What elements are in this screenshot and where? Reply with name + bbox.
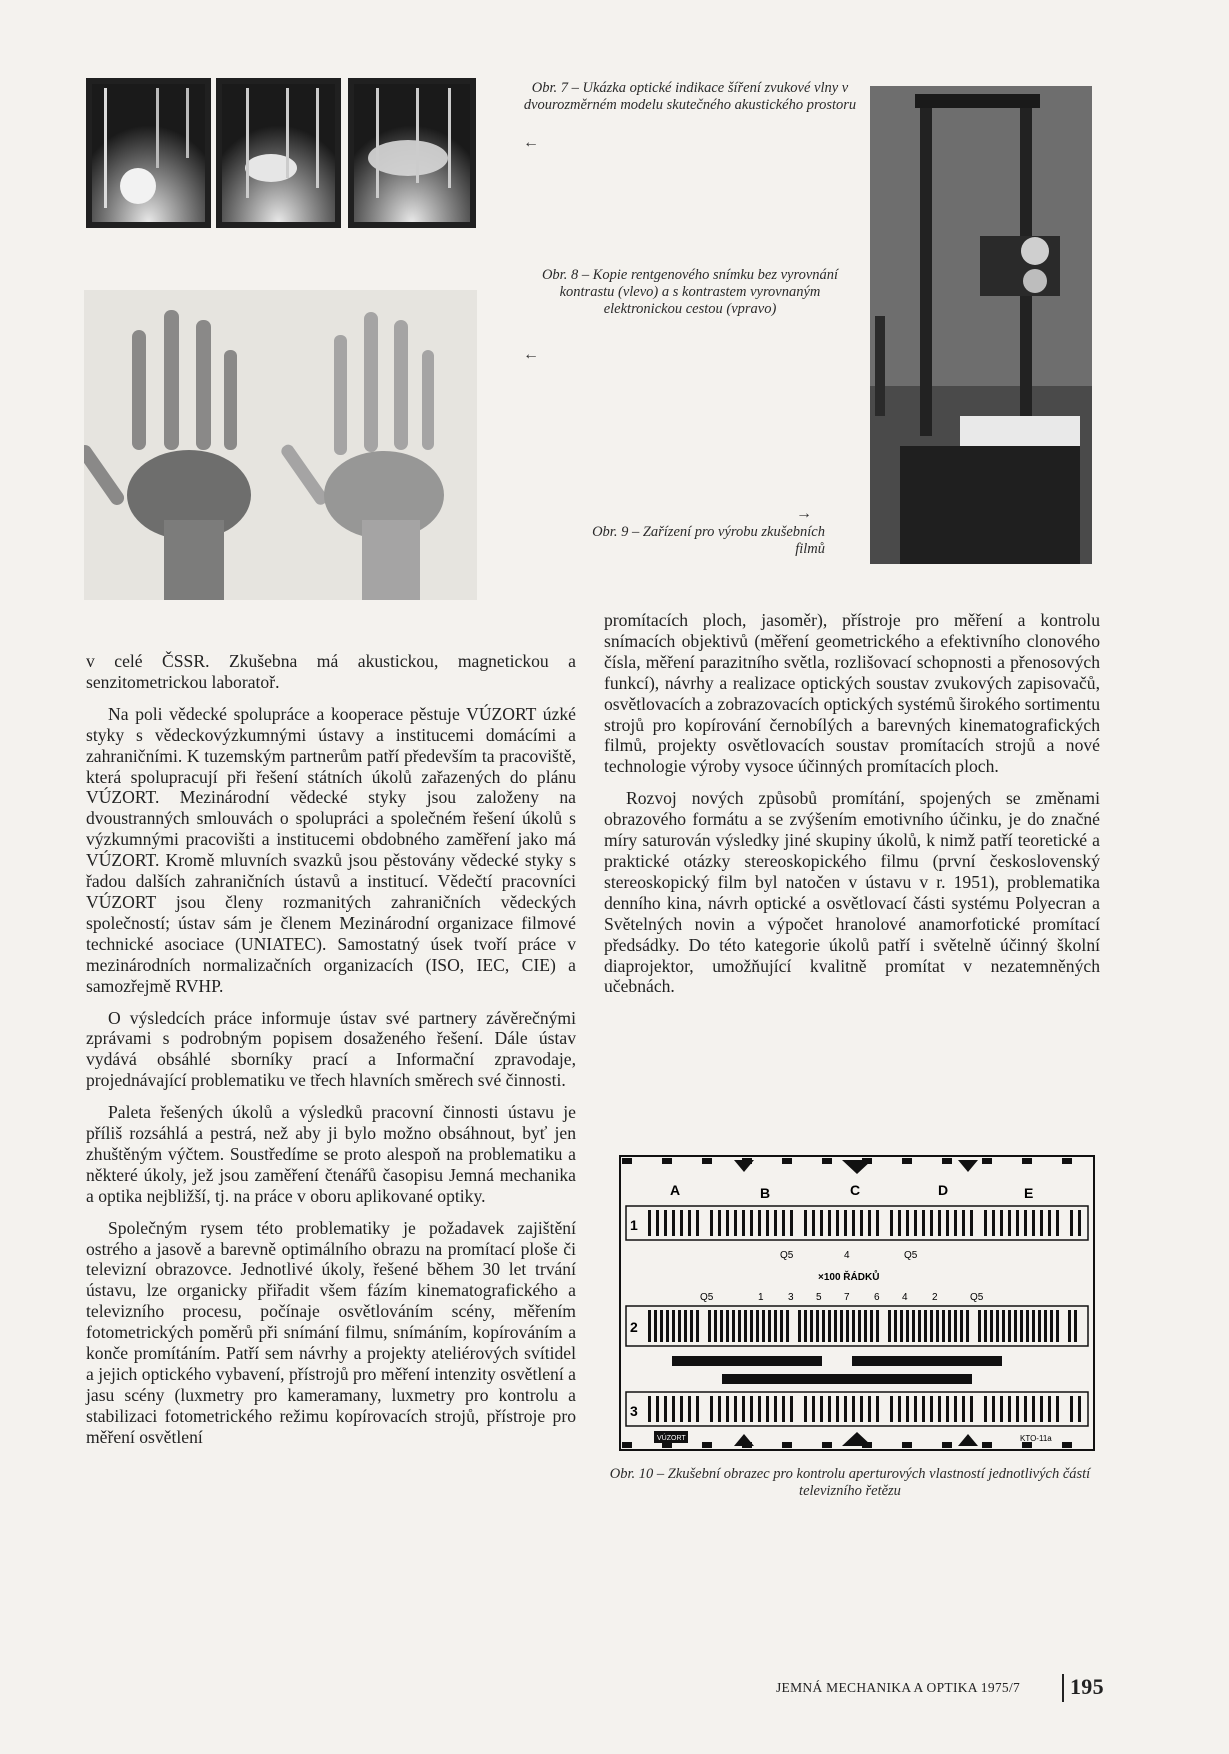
pattern-row-label-2: 2 — [630, 1319, 638, 1335]
pattern-bar — [812, 1210, 815, 1236]
pattern-bar — [898, 1396, 901, 1422]
pattern-bar — [834, 1310, 837, 1342]
footer-separator — [1062, 1674, 1064, 1702]
pattern-scale-mid-9: Q5 — [970, 1292, 984, 1303]
footer-journal: JEMNÁ MECHANIKA A OPTIKA 1975/7 — [776, 1680, 1021, 1695]
pattern-col-label-e: E — [1024, 1185, 1034, 1201]
pattern-bar — [992, 1396, 995, 1422]
pattern-bar — [744, 1310, 747, 1342]
checker-top-cell — [662, 1158, 672, 1164]
pattern-bar — [1078, 1210, 1081, 1236]
pattern-row-label-3: 3 — [630, 1403, 638, 1419]
pattern-bar — [750, 1396, 753, 1422]
pattern-bar — [726, 1396, 729, 1422]
pattern-bar — [812, 1396, 815, 1422]
pattern-bar — [690, 1310, 693, 1342]
pattern-bar — [1040, 1396, 1043, 1422]
pattern-bar — [696, 1396, 699, 1422]
pattern-bar — [954, 1310, 957, 1342]
pattern-bar — [852, 1210, 855, 1236]
pattern-bar — [984, 1396, 987, 1422]
pattern-bar — [1024, 1210, 1027, 1236]
pattern-scale-mid-5: 7 — [844, 1292, 850, 1303]
pattern-bar — [858, 1310, 861, 1342]
pattern-bar — [798, 1310, 801, 1342]
pattern-bar — [1008, 1310, 1011, 1342]
pattern-bar — [996, 1310, 999, 1342]
pattern-bar — [966, 1310, 969, 1342]
pattern-bar — [1038, 1310, 1041, 1342]
figure-8 — [84, 290, 477, 600]
pattern-bar — [946, 1396, 949, 1422]
pattern-bar — [688, 1396, 691, 1422]
pattern-row-label-1: 1 — [630, 1217, 638, 1233]
pattern-bar — [922, 1396, 925, 1422]
checker-bottom-cell — [982, 1442, 992, 1448]
figure-7-photo-strip — [86, 78, 476, 228]
pattern-bar — [852, 1396, 855, 1422]
pattern-bar — [726, 1210, 729, 1236]
pattern-bar — [876, 1210, 879, 1236]
pattern-bar — [860, 1210, 863, 1236]
pattern-bar — [1032, 1210, 1035, 1236]
pattern-bar — [936, 1310, 939, 1342]
pattern-bar — [790, 1396, 793, 1422]
pattern-bar — [758, 1396, 761, 1422]
pattern-bar — [718, 1396, 721, 1422]
figure-9-arrow: → — [796, 505, 812, 522]
pattern-bar — [664, 1396, 667, 1422]
pattern-bar — [1056, 1210, 1059, 1236]
pattern-bar — [1048, 1210, 1051, 1236]
left-paragraph-2: Na poli vědecké spolupráce a kooperace pěstuje VÚZORT úzké styky s vědeckovýzkumnými ústavy a institucemi domácími a zahraničními. K tuzemským partnerům patří především ta pracoviště, která spolupracují při řešení státních úkolů zařazených do plánu VÚZORT. Mezinárodní vědecké styky jsou založeny na dvoustranných smlouvách o spolupráci a společném řešení úkolů s výzkumnými pracovišti a institucemi obdobného zaměření jako má VÚZORT. Kromě mluvních svazků jsou pěstovány vědecké styky s řadou dalších zahraničních ústavů a institucí. Vědečtí pracovníci VÚZORT jsou členy rozmanitých zahraničních vědeckých společností; ústav sám je členem Mezinárodní organizace filmové technické asociace (UNIATEC). Samostatný úsek tvoří práce v mezinárodních normalizačních organizacích (ISO, IEC, CIE) a samozřejmě RVHP. — [86, 703, 576, 996]
pattern-bar — [918, 1310, 921, 1342]
pattern-bar — [924, 1310, 927, 1342]
pattern-bar — [774, 1310, 777, 1342]
pattern-bar — [672, 1396, 675, 1422]
pattern-bar — [660, 1310, 663, 1342]
figure-7 — [86, 78, 476, 228]
pattern-bar — [1008, 1396, 1011, 1422]
pattern-code: KTO-11a — [1020, 1434, 1052, 1443]
pattern-bar — [756, 1310, 759, 1342]
pattern-bar — [742, 1210, 745, 1236]
figure-7-photo-1 — [86, 78, 211, 228]
pattern-bar — [822, 1310, 825, 1342]
pattern-scale-top-2: 4 — [844, 1250, 850, 1261]
pattern-bar — [1040, 1210, 1043, 1236]
pattern-bar — [990, 1310, 993, 1342]
pattern-bar — [750, 1210, 753, 1236]
pattern-bar — [654, 1310, 657, 1342]
pattern-unit-label: ×100 ŘÁDKŮ — [818, 1272, 880, 1283]
checker-top-cell — [782, 1158, 792, 1164]
pattern-bar — [1050, 1310, 1053, 1342]
figure-7-caption — [520, 80, 860, 114]
pattern-bar — [970, 1210, 973, 1236]
pattern-bar — [1056, 1310, 1059, 1342]
figure-9-caption — [560, 524, 825, 558]
pattern-bar — [1014, 1310, 1017, 1342]
pattern-bar — [942, 1310, 945, 1342]
pattern-bar — [1008, 1210, 1011, 1236]
pattern-bar — [1048, 1396, 1051, 1422]
checker-top-cell — [622, 1158, 632, 1164]
pattern-bar — [1078, 1396, 1081, 1422]
pattern-bar — [1000, 1210, 1003, 1236]
pattern-bar — [656, 1210, 659, 1236]
pattern-bar — [864, 1310, 867, 1342]
pattern-bar — [782, 1210, 785, 1236]
checker-top-cell — [1062, 1158, 1072, 1164]
pattern-bar — [870, 1310, 873, 1342]
pattern-bar — [762, 1310, 765, 1342]
pattern-bar — [1074, 1310, 1077, 1342]
pattern-block-1 — [672, 1356, 822, 1366]
pattern-bar — [648, 1210, 651, 1236]
pattern-bar — [656, 1396, 659, 1422]
pattern-bar — [1068, 1310, 1071, 1342]
pattern-bar — [1056, 1396, 1059, 1422]
pattern-block-3 — [722, 1374, 972, 1384]
pattern-bar — [718, 1210, 721, 1236]
figure-10-caption — [600, 1466, 1100, 1500]
pattern-col-label-a: A — [670, 1182, 681, 1198]
pattern-scale-top-3: Q5 — [904, 1250, 918, 1261]
figure-7-arrow: ← — [523, 134, 539, 151]
pattern-scale-top-1: Q5 — [780, 1250, 794, 1261]
pattern-bar — [708, 1310, 711, 1342]
pattern-bar — [888, 1310, 891, 1342]
pattern-scale-mid-8: 2 — [932, 1292, 938, 1303]
checker-bottom-cell — [942, 1442, 952, 1448]
pattern-bar — [766, 1210, 769, 1236]
pattern-bar — [1020, 1310, 1023, 1342]
pattern-bar — [820, 1210, 823, 1236]
figure-8-caption — [520, 267, 860, 318]
pattern-bar — [962, 1210, 965, 1236]
pattern-bar — [836, 1210, 839, 1236]
pattern-bar — [720, 1310, 723, 1342]
figure-10-caption-text: Obr. 10 – Zkušební obrazec pro kontrolu aperturových vlastností jednotlivých částí televizního řetězu — [609, 1466, 1091, 1499]
checker-bottom-cell — [902, 1442, 912, 1448]
pattern-bar — [1070, 1396, 1073, 1422]
pattern-bar — [970, 1396, 973, 1422]
pattern-bar — [680, 1396, 683, 1422]
pattern-bar — [734, 1210, 737, 1236]
pattern-bar — [1024, 1396, 1027, 1422]
pattern-bar — [868, 1210, 871, 1236]
figure-8-arrow: ← — [523, 346, 539, 363]
pattern-bar — [914, 1396, 917, 1422]
pattern-bar — [678, 1310, 681, 1342]
pattern-bar — [766, 1396, 769, 1422]
pattern-bar — [648, 1396, 651, 1422]
pattern-bar — [930, 1396, 933, 1422]
pattern-bar — [876, 1396, 879, 1422]
pattern-bar — [912, 1310, 915, 1342]
pattern-bar — [852, 1310, 855, 1342]
pattern-bar — [664, 1210, 667, 1236]
checker-top-cell — [902, 1158, 912, 1164]
pattern-bar — [696, 1310, 699, 1342]
figure-9-caption-text: Obr. 9 – Zařízení pro výrobu zkušebních filmů — [592, 524, 825, 557]
pattern-scale-mid-6: 6 — [874, 1292, 880, 1303]
pattern-bar — [914, 1210, 917, 1236]
pattern-bar — [922, 1210, 925, 1236]
pattern-bar — [946, 1210, 949, 1236]
pattern-bar — [828, 1396, 831, 1422]
pattern-bar — [804, 1310, 807, 1342]
pattern-bar — [930, 1310, 933, 1342]
pattern-bar — [750, 1310, 753, 1342]
figure-10-test-pattern — [612, 1148, 1102, 1458]
pattern-bar — [758, 1210, 761, 1236]
checker-bottom-cell — [622, 1442, 632, 1448]
pattern-bar — [1044, 1310, 1047, 1342]
checker-top-cell — [1022, 1158, 1032, 1164]
figure-7-caption-text: Obr. 7 – Ukázka optické indikace šíření zvukové vlny v dvourozměrném modelu skutečného akustického prostoru — [523, 80, 857, 113]
pattern-bar — [1026, 1310, 1029, 1342]
pattern-bar — [906, 1210, 909, 1236]
pattern-bar — [672, 1210, 675, 1236]
pattern-bar — [890, 1210, 893, 1236]
pattern-block-2 — [852, 1356, 1002, 1366]
figure-7-photo-2 — [216, 78, 341, 228]
pattern-bar — [820, 1396, 823, 1422]
pattern-bar — [840, 1310, 843, 1342]
checker-bottom-cell — [1062, 1442, 1072, 1448]
pattern-bar — [1002, 1310, 1005, 1342]
pattern-logo-text: VÚZORT — [657, 1435, 686, 1442]
pattern-bar — [938, 1210, 941, 1236]
figure-9 — [870, 86, 1092, 564]
checker-top-cell — [702, 1158, 712, 1164]
pattern-bar — [954, 1210, 957, 1236]
pattern-bar — [742, 1396, 745, 1422]
right-paragraph-2: Rozvoj nových způsobů promítání, spojených se změnami obrazového formátu a se zvýšením emotivního účinku, je do značné míry saturován výsledky jiné skupiny úkolů, k nimž patří teoretické a praktické otázky stereoskopického filmu (první československý stereoskopický film byl natočen v ústavu v r. 1951), problematika denního kina, návrh optické a osvětlovací části systému Polyecran a Světelných novin a výpočet hranolové anamorfotické promítací předsádky. Do této kategorie úkolů patří i světelně účinný školní diaprojektor, umožňující kvalitně promítat v nezatemněných učebnách. — [604, 788, 1100, 997]
page-footer — [766, 1674, 1106, 1698]
figure-10 — [612, 1148, 1102, 1458]
footer-page-number: 195 — [1070, 1674, 1104, 1699]
pattern-bar — [954, 1396, 957, 1422]
right-paragraph-1: promítacích ploch, jasoměr), přístroje pro měření a kontrolu snímacích objektivů (měření geometrického a efektivního clonového čísla, měření parazitního světla, rozlišovací schopnosti a přenosových funkcí), návrhy a realizace optických soustav zvukových zapisovačů, osvětlovacích a zobrazovacích optických systémů širokého sortimentu strojů pro kopírování černobílých a barevných kinematografických filmů, projekty osvětlovacích soustav promítacích strojů a nové technologie výroby vysoce účinných promítacích ploch. — [604, 610, 1100, 777]
pattern-bar — [844, 1396, 847, 1422]
pattern-bar — [726, 1310, 729, 1342]
pattern-bar — [828, 1310, 831, 1342]
checker-top-cell — [982, 1158, 992, 1164]
figure-7-photo-3 — [348, 78, 476, 228]
pattern-scale-mid-1: Q5 — [700, 1292, 714, 1303]
pattern-bar — [780, 1310, 783, 1342]
left-paragraph-5: Společným rysem této problematiky je požadavek zajištění ostrého a jasově a barevně optimálního obrazu na promítací ploše či televizní obrazovce. Jednotlivé úkoly, řešené během 30 let trvání ústavu, lze organicky přiřadit všem fázím kinematografického a televizního procesu, počínaje osvětlováním scény, měřením fotometrických poměrů při snímání filmu, snímáním, kopírováním a konče promítáním. Patří sem návrhy a projekty ateliérových svítidel a jejich optického vybavení, přístrojů pro měření intenzity osvětlení a jasu scény (luxmetry pro kameramany, luxmetry pro kontrolu a stabilizaci fotometrického režimu kopírovacích strojů, přístroje pro měření osvětlení — [86, 1217, 576, 1447]
figure-8-caption-text: Obr. 8 – Kopie rentgenového snímku bez vyrovnání kontrastu (vlevo) a s kontrastem vyrovnaným elektronickou cestou (vpravo) — [541, 267, 839, 317]
pattern-bar — [710, 1396, 713, 1422]
pattern-bar — [860, 1396, 863, 1422]
pattern-bar — [898, 1210, 901, 1236]
pattern-bar — [810, 1310, 813, 1342]
pattern-bar — [1032, 1310, 1035, 1342]
pattern-scale-mid-7: 4 — [902, 1292, 908, 1303]
pattern-bar — [782, 1396, 785, 1422]
left-paragraph-1: v celé ČSSR. Zkušebna má akustickou, magnetickou a senzitometrickou laboratoř. — [86, 651, 576, 692]
pattern-scale-mid-3: 3 — [788, 1292, 794, 1303]
pattern-scale-mid-4: 5 — [816, 1292, 822, 1303]
pattern-col-label-b: B — [760, 1185, 771, 1201]
pattern-bar — [696, 1210, 699, 1236]
pattern-bar — [732, 1310, 735, 1342]
pattern-bar — [1032, 1396, 1035, 1422]
pattern-bar — [876, 1310, 879, 1342]
pattern-bar — [714, 1310, 717, 1342]
pattern-bar — [1016, 1396, 1019, 1422]
pattern-bar — [906, 1396, 909, 1422]
pattern-bar — [648, 1310, 651, 1342]
pattern-bar — [672, 1310, 675, 1342]
pattern-bar — [900, 1310, 903, 1342]
pattern-bar — [684, 1310, 687, 1342]
pattern-bar — [1016, 1210, 1019, 1236]
pattern-bar — [992, 1210, 995, 1236]
left-paragraph-4: Paleta řešených úkolů a výsledků pracovní činnosti ústavu je příliš rozsáhlá a pestrá, než aby ji bylo možno obsáhnout, byť jen zhuštěným výčtem. Soustředíme se proto alespoň na problematiku a některé úkoly, jež jsou zaměření čtenářů časopisu Jemná mechanika a optika nejbližší, tj. na práce v oboru aplikované optiky. — [86, 1102, 576, 1206]
left-column — [86, 651, 576, 1459]
pattern-bar — [938, 1396, 941, 1422]
pattern-bar — [948, 1310, 951, 1342]
pattern-col-label-d: D — [938, 1182, 949, 1198]
pattern-bar — [828, 1210, 831, 1236]
pattern-bar — [894, 1310, 897, 1342]
checker-bottom-cell — [702, 1442, 712, 1448]
pattern-scale-mid-2: 1 — [758, 1292, 764, 1303]
pattern-col-label-c: C — [850, 1182, 861, 1198]
pattern-bar — [984, 1210, 987, 1236]
pattern-bar — [844, 1210, 847, 1236]
pattern-bar — [734, 1396, 737, 1422]
figure-8-xray — [84, 290, 477, 600]
pattern-bar — [688, 1210, 691, 1236]
checker-bottom-cell — [822, 1442, 832, 1448]
pattern-bar — [666, 1310, 669, 1342]
pattern-bar — [962, 1396, 965, 1422]
checker-top-cell — [942, 1158, 952, 1164]
pattern-bar — [710, 1210, 713, 1236]
left-paragraph-3: O výsledcích práce informuje ústav své partnery závěrečnými zprávami s podrobným popisem dosaženého řešení. Dále ústav vydává obsáhlé sborníky prací a Informační zpravodaje, projednávající problematiku ve třech hlavních směrech své činnosti. — [86, 1007, 576, 1091]
pattern-bar — [906, 1310, 909, 1342]
pattern-bar — [790, 1210, 793, 1236]
figure-9-photo — [870, 86, 1092, 564]
pattern-bar — [774, 1210, 777, 1236]
pattern-bar — [846, 1310, 849, 1342]
pattern-bar — [804, 1396, 807, 1422]
pattern-bar — [984, 1310, 987, 1342]
pattern-bar — [804, 1210, 807, 1236]
pattern-bar — [978, 1310, 981, 1342]
checker-bottom-cell — [782, 1442, 792, 1448]
right-column — [604, 610, 1100, 1008]
pattern-bar — [868, 1396, 871, 1422]
pattern-bar — [738, 1310, 741, 1342]
pattern-bar — [680, 1210, 683, 1236]
pattern-bar — [930, 1210, 933, 1236]
pattern-bar — [1000, 1396, 1003, 1422]
pattern-bar — [774, 1396, 777, 1422]
pattern-bar — [816, 1310, 819, 1342]
pattern-bar — [786, 1310, 789, 1342]
checker-top-cell — [822, 1158, 832, 1164]
pattern-bar — [1070, 1210, 1073, 1236]
pattern-bar — [960, 1310, 963, 1342]
pattern-bar — [768, 1310, 771, 1342]
pattern-bar — [836, 1396, 839, 1422]
pattern-bar — [890, 1396, 893, 1422]
